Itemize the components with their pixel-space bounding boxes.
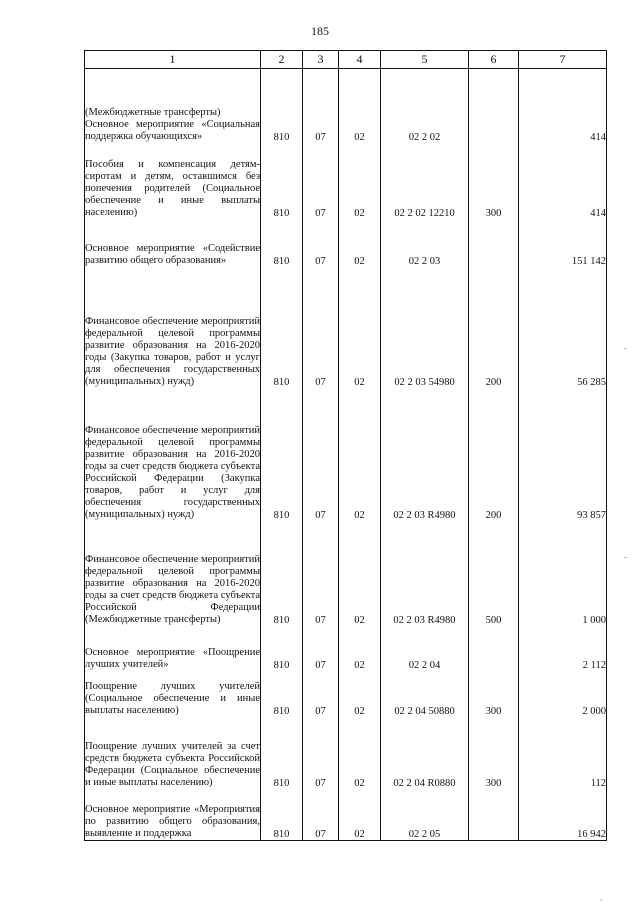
table-row	[85, 219, 607, 267]
row-name-cell: Пособия и компенсация детям-сиротам и детям, оставшимся без попечения родителей (Социальное обеспечение и иные выплаты населению)	[85, 143, 261, 219]
row-name-cell: Основное мероприятие «Содействие развитию общего образования»	[85, 219, 261, 267]
row-name-cell: (Межбюджетные трансферты) Основное мероприятие «Социальная поддержка обучающихся»	[85, 69, 261, 143]
row-c6-cell	[469, 69, 519, 143]
row-c3-cell: 07	[303, 143, 339, 219]
row-c6-cell: 500	[469, 521, 519, 626]
row-c3-cell: 07	[303, 717, 339, 789]
row-c5-cell: 02 2 04 R0880	[381, 717, 469, 789]
row-c3-cell: 07	[303, 267, 339, 388]
table-row	[85, 717, 607, 789]
row-c6-cell	[469, 626, 519, 671]
row-name-cell: Поощрение лучших учителей (Социальное обеспечение и иные выплаты населению)	[85, 671, 261, 717]
row-c4-cell: 02	[339, 521, 381, 626]
scan-mark: -	[624, 343, 628, 354]
table-row	[85, 143, 607, 219]
row-c3-cell: 07	[303, 789, 339, 841]
row-c6-cell	[469, 789, 519, 841]
row-c4-cell: 02	[339, 789, 381, 841]
row-c4-cell: 02	[339, 143, 381, 219]
row-name-cell: Поощрение лучших учителей за счет средств бюджета субъекта Российской Федерации (Социальное обеспечение и иные выплаты населению)	[85, 717, 261, 789]
row-name-cell: Финансовое обеспечение мероприятий федеральной целевой программы развитие образования на 2016-2020 годы за счет средств бюджета субъекта Российской Федерации (Закупка товаров, работ и услуг для обеспечения государственных (муниципальных) нужд)	[85, 388, 261, 521]
row-c6-cell: 200	[469, 388, 519, 521]
header-row	[85, 51, 607, 69]
row-c7-cell: 2 112	[519, 626, 607, 671]
row-c7-cell: 16 942	[519, 789, 607, 841]
row-c5-cell: 02 2 04 50880	[381, 671, 469, 717]
header-col-6: 6	[469, 51, 519, 69]
row-c2-cell: 810	[261, 388, 303, 521]
header-col-1: 1	[85, 51, 261, 69]
row-c6-cell: 300	[469, 717, 519, 789]
table-row	[85, 267, 607, 388]
scan-mark: ,	[600, 892, 603, 903]
row-c3-cell: 07	[303, 626, 339, 671]
row-c2-cell: 810	[261, 521, 303, 626]
header-col-3: 3	[303, 51, 339, 69]
row-c4-cell: 02	[339, 267, 381, 388]
row-c3-cell: 07	[303, 69, 339, 143]
table-row	[85, 671, 607, 717]
row-c6-cell: 300	[469, 671, 519, 717]
row-c2-cell: 810	[261, 671, 303, 717]
scan-mark: -	[624, 552, 628, 563]
row-c4-cell: 02	[339, 69, 381, 143]
row-c2-cell: 810	[261, 69, 303, 143]
row-c6-cell: 300	[469, 143, 519, 219]
row-c7-cell: 1 000	[519, 521, 607, 626]
table-row	[85, 626, 607, 671]
row-c5-cell: 02 2 03	[381, 219, 469, 267]
row-c7-cell: 93 857	[519, 388, 607, 521]
row-c7-cell: 2 000	[519, 671, 607, 717]
row-c3-cell: 07	[303, 521, 339, 626]
table-row	[85, 388, 607, 521]
row-c2-cell: 810	[261, 717, 303, 789]
row-c7-cell: 414	[519, 69, 607, 143]
row-c5-cell: 02 2 03 54980	[381, 267, 469, 388]
row-name-cell: Основное мероприятие «Поощрение лучших учителей»	[85, 626, 261, 671]
header-col-5: 5	[381, 51, 469, 69]
table-row	[85, 521, 607, 626]
row-name-cell: Финансовое обеспечение мероприятий федеральной целевой программы развитие образования на 2016-2020 годы за счет средств бюджета субъекта Российской Федерации (Межбюджетные трансферты)	[85, 521, 261, 626]
row-c5-cell: 02 2 04	[381, 626, 469, 671]
row-c5-cell: 02 2 02 12210	[381, 143, 469, 219]
row-c2-cell: 810	[261, 626, 303, 671]
row-c2-cell: 810	[261, 267, 303, 388]
row-name-cell: Основное мероприятие «Мероприятия по развитию общего образования, выявление и поддержка	[85, 789, 261, 841]
row-c4-cell: 02	[339, 671, 381, 717]
row-c7-cell: 56 285	[519, 267, 607, 388]
row-c4-cell: 02	[339, 626, 381, 671]
page-number: 185	[311, 24, 329, 38]
budget-table	[84, 50, 607, 841]
row-c5-cell: 02 2 03 R4980	[381, 521, 469, 626]
table-row	[85, 69, 607, 143]
row-c3-cell: 07	[303, 388, 339, 521]
row-c5-cell: 02 2 05	[381, 789, 469, 841]
row-c2-cell: 810	[261, 219, 303, 267]
row-c4-cell: 02	[339, 717, 381, 789]
row-c7-cell: 414	[519, 143, 607, 219]
table-row	[85, 789, 607, 841]
row-c2-cell: 810	[261, 143, 303, 219]
row-c6-cell: 200	[469, 267, 519, 388]
header-col-2: 2	[261, 51, 303, 69]
row-c5-cell: 02 2 02	[381, 69, 469, 143]
row-c4-cell: 02	[339, 219, 381, 267]
header-col-7: 7	[519, 51, 607, 69]
row-c5-cell: 02 2 03 R4980	[381, 388, 469, 521]
row-c3-cell: 07	[303, 219, 339, 267]
row-c4-cell: 02	[339, 388, 381, 521]
row-c7-cell: 112	[519, 717, 607, 789]
row-name-cell: Финансовое обеспечение мероприятий федеральной целевой программы развитие образования на 2016-2020 годы (Закупка товаров, работ и услуг для обеспечения государственных (муниципальных) нужд)	[85, 267, 261, 388]
row-c2-cell: 810	[261, 789, 303, 841]
row-c3-cell: 07	[303, 671, 339, 717]
row-c7-cell: 151 142	[519, 219, 607, 267]
row-c6-cell	[469, 219, 519, 267]
header-col-4: 4	[339, 51, 381, 69]
